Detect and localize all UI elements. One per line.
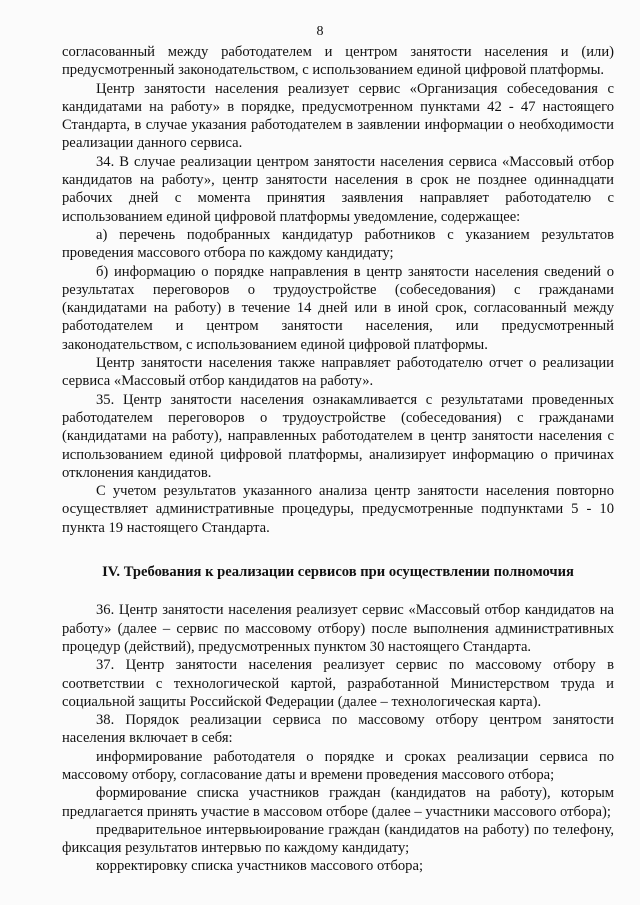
list-item: корректировку списка участников массового отбора; bbox=[96, 858, 424, 875]
paragraph-item-34: 34. В случае реализации центром занятости населения сервиса «Массовый отбор кандидатов на работу», центр занятости населения в срок не позднее одиннадцати рабочих дней с момента принятия заявления направляет работодателю с использованием единой цифровой платформы уведомление, содержащее: bbox=[62, 153, 614, 225]
paragraph-subitem-b: б) информацию о порядке направления в центр занятости населения сведений о результатах переговоров о трудоустройстве (собеседования) с гражданами (кандидатами на работу) в течение 14 дней или в иной срок, согласованный между работодателем и центром занятости населения, или предусмотренный законодательством, с использованием единой цифровой платформы. bbox=[62, 263, 614, 353]
paragraph-subitem-a: а) перечень подобранных кандидатур работников с указанием результатов проведения массового отбора по каждому кандидату; bbox=[62, 226, 614, 262]
list-item: информирование работодателя о порядке и сроках реализации сервиса по массовому отбору, согласование даты и времени проведения массового отбора; bbox=[62, 748, 614, 783]
paragraph-item-35: 35. Центр занятости населения ознакамливается с результатами проведенных работодателем переговоров о трудоустройстве (собеседования) с гражданами (кандидатами на работу), направленных работодателем в центр занятости населения с использованием единой цифровой платформы, анализирует информацию о причинах отклонения кандидатов. bbox=[62, 391, 614, 481]
list-item: формирование списка участников граждан (кандидатов на работу), которым предлагается принять участие в массовом отборе (далее – участники массового отбора); bbox=[62, 785, 614, 820]
page-number: 8 bbox=[316, 24, 324, 39]
document-body bbox=[62, 43, 614, 876]
paragraph-item-37: 37. Центр занятости населения реализует сервис по массовому отбору в соответствии с технологической картой, разработанной Министерством труда и социальной защиты Российской Федерации (далее – технологическая карта). bbox=[62, 657, 614, 710]
paragraph: Центр занятости населения реализует сервис «Организация собеседования с кандидатами на работу» в порядке, предусмотренном пунктами 42 - 47 настоящего Стандарта, в случае указания работодателем в заявлении информации о необходимости реализации данного сервиса. bbox=[62, 80, 614, 152]
list-item: предварительное интервьюирование граждан (кандидатов на работу) по телефону, фиксация результатов интервью по каждому кандидату; bbox=[62, 821, 614, 857]
paragraph-item-36: 36. Центр занятости населения реализует сервис «Массовый отбор кандидатов на работу» (далее – сервис по массовому отбору) после выполнения административных процедур (действий), предусмотренных пунктом 30 настоящего Стандарта. bbox=[62, 602, 614, 655]
paragraph: согласованный между работодателем и центром занятости населения и (или) предусмотренный законодательством, с использованием единой цифровой платформы. bbox=[62, 44, 614, 79]
paragraph: Центр занятости населения также направляет работодателю отчет о реализации сервиса «Массовый отбор кандидатов на работу». bbox=[62, 355, 614, 390]
section-heading: IV. Требования к реализации сервисов при осуществлении полномочия bbox=[102, 564, 574, 581]
paragraph: С учетом результатов указанного анализа центр занятости населения повторно осуществляет административные процедуры, предусмотренные подпунктами 5 - 10 пункта 19 настоящего Стандарта. bbox=[62, 483, 614, 536]
paragraph-item-38: 38. Порядок реализации сервиса по массовому отбору центром занятости населения включает в себя: bbox=[62, 712, 614, 747]
